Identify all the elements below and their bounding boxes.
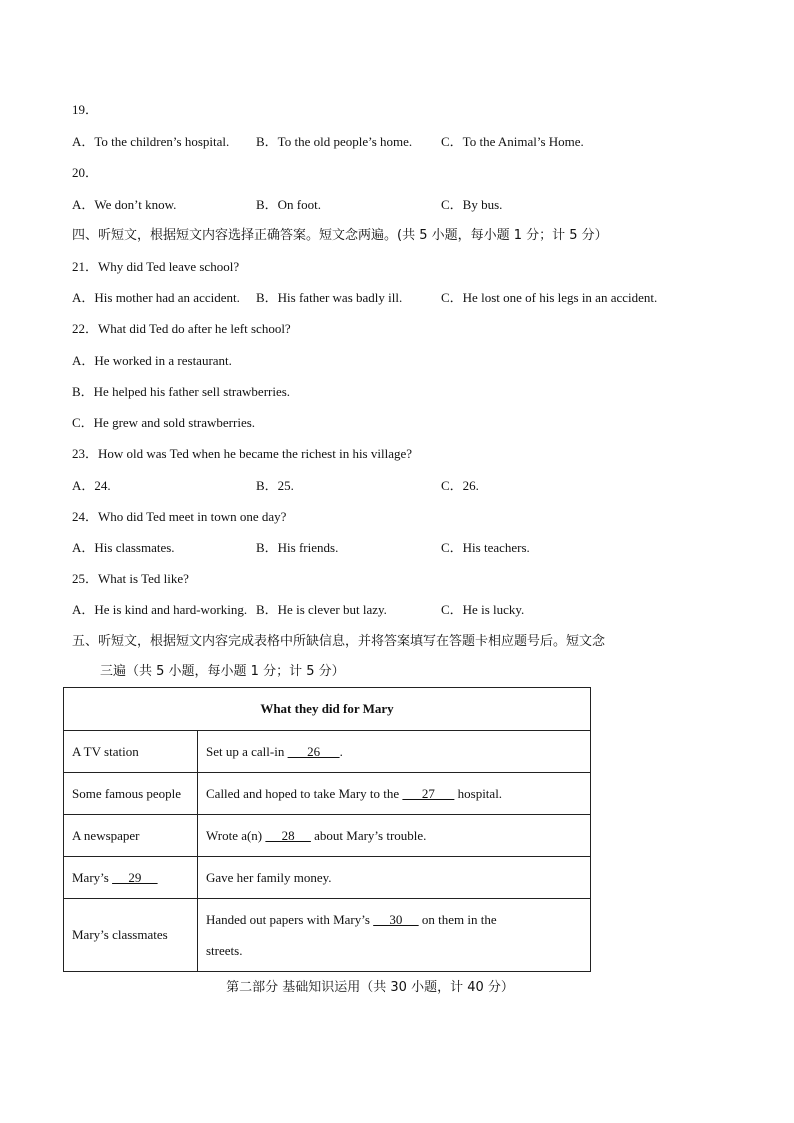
table-cell-who: Mary’s 29 — [64, 857, 198, 899]
table-cell-who: A newspaper — [64, 815, 198, 857]
q20-option-c: C．By bus. — [441, 197, 503, 212]
answer-table — [63, 687, 591, 972]
table-header: What they did for Mary — [64, 688, 591, 731]
q22-stem: 22．What did Ted do after he left school? — [72, 321, 291, 336]
q20-number: 20． — [72, 165, 99, 180]
q23-option-b: B．25. — [256, 478, 294, 493]
blank-28: 28 — [265, 827, 311, 843]
section-5-heading: 五、听短文，根据短文内容完成表格中所缺信息，并将答案填写在答题卡相应题号后。短文念 — [72, 634, 606, 649]
q22-option-b: B．He helped his father sell strawberries. — [72, 384, 291, 399]
table-row — [64, 857, 591, 899]
q24-option-c: C．His teachers. — [441, 540, 530, 555]
q25-option-a: A．He is kind and hard-working. — [72, 602, 248, 617]
q23-stem: 23．How old was Ted when he became the richest in his village? — [72, 446, 413, 461]
section-5-heading-cont: 三遍（共 5 小题，每小题 1 分；计 5 分） — [100, 664, 345, 679]
table-cell-who: Mary’s classmates — [64, 899, 198, 972]
section-4-heading: 四、听短文，根据短文内容选择正确答案。短文念两遍。(共 5 小题，每小题 1 分；计 5 分） — [72, 228, 608, 243]
q25-option-b: B．He is clever but lazy. — [256, 602, 387, 617]
q21-stem: 21．Why did Ted leave school? — [72, 259, 240, 274]
q19-option-b: B．To the old people’s home. — [256, 134, 413, 149]
q20-option-b: B．On foot. — [256, 197, 322, 212]
table-cell-who: Some famous people — [64, 773, 198, 815]
table-cell-who: A TV station — [64, 731, 198, 773]
q24-option-b: B．His friends. — [256, 540, 339, 555]
table-row — [64, 731, 591, 773]
q25-option-c: C．He is lucky. — [441, 602, 525, 617]
q22-option-c: C．He grew and sold strawberries. — [72, 415, 256, 430]
q21-option-c: C．He lost one of his legs in an accident. — [441, 290, 658, 305]
q22-option-a: A．He worked in a restaurant. — [72, 353, 232, 368]
blank-27: 27 — [402, 785, 455, 801]
q19-option-c: C．To the Animal’s Home. — [441, 134, 584, 149]
blank-30: 30 — [373, 912, 419, 927]
blank-29: 29 — [112, 869, 158, 885]
q21-option-a: A．His mother had an accident. — [72, 290, 240, 305]
table-row — [64, 899, 591, 972]
table-cell-what: Wrote a(n) 28 about Mary’s trouble. — [198, 815, 591, 857]
q19-number: 19． — [72, 102, 99, 117]
part-2-heading: 第二部分 基础知识运用（共 30 小题，计 40 分） — [226, 980, 514, 995]
table-cell-what: Gave her family money. — [198, 857, 591, 899]
table-cell-what: Handed out papers with Mary’s 30 on them in the streets. — [198, 899, 591, 972]
table-row — [64, 773, 591, 815]
q24-stem: 24．Who did Ted meet in town one day? — [72, 509, 287, 524]
table-cell-what: Called and hoped to take Mary to the 27 hospital. — [198, 773, 591, 815]
blank-26: 26 — [287, 743, 340, 759]
q21-option-b: B．His father was badly ill. — [256, 290, 403, 305]
q23-option-c: C．26. — [441, 478, 479, 493]
table-row — [64, 815, 591, 857]
q19-option-a: A．To the children’s hospital. — [72, 134, 230, 149]
q23-option-a: A．24. — [72, 478, 111, 493]
q24-option-a: A．His classmates. — [72, 540, 175, 555]
q20-option-a: A．We don’t know. — [72, 197, 177, 212]
table-cell-what: Set up a call-in 26 . — [198, 731, 591, 773]
q25-stem: 25．What is Ted like? — [72, 571, 189, 586]
